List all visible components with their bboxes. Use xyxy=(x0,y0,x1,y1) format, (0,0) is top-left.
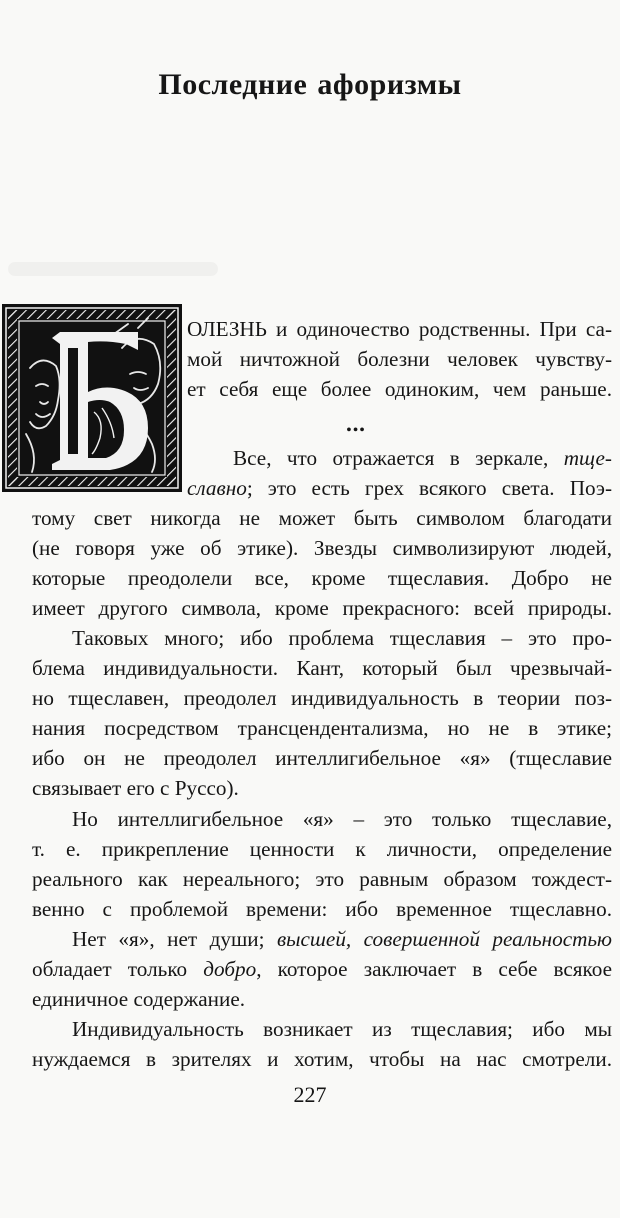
chapter-title xyxy=(0,68,620,102)
text-line xyxy=(187,443,612,473)
text-line: Индивидуальность возникает из тщеславия; ибо мы xyxy=(72,1017,612,1041)
text-run: , которое заключает в себе всякое xyxy=(256,957,612,981)
text-line: мой ничтожной болезни человек чувству- xyxy=(187,347,612,371)
text-run: Нет «я», нет души; xyxy=(72,927,277,951)
scan-smudge xyxy=(8,262,218,276)
text-line xyxy=(187,473,612,503)
text-line xyxy=(32,924,612,954)
italic-text: славно xyxy=(187,476,247,500)
text-line: которые преодолели все, кроме тщеславия. Добро не xyxy=(32,566,612,590)
chapter-title-word-2: афоризмы xyxy=(317,68,462,101)
text-line: т. е. прикрепление ценности к личности, определение xyxy=(32,837,612,861)
italic-text: высшей, совершенной реальностью xyxy=(276,927,612,951)
text-line: блема индивидуальности. Кант, который был чрезвычай- xyxy=(32,656,612,680)
text-line: нуждаемся в зрителях и хотим, чтобы на нас смотрели. xyxy=(32,1047,612,1071)
text-line: ОЛЕЗНЬ и одиночество родственны. При са- xyxy=(187,317,612,341)
section-separator: ••• xyxy=(346,422,366,439)
text-line: Но интеллигибельное «я» – это только тщеславие, xyxy=(72,807,612,831)
text-line: реального как нереального; это равным образом тождест- xyxy=(32,867,612,891)
page-number: 227 xyxy=(293,1082,327,1107)
text-line: (не говоря уже об этике). Звезды символизируют людей, xyxy=(32,536,612,560)
italic-text: добро xyxy=(203,957,257,981)
text-line xyxy=(32,954,612,984)
text-line: имеет другого символа, кроме прекрасного: всей природы. xyxy=(32,596,612,620)
decorative-initial xyxy=(2,304,182,492)
text-run: ; это есть грех всякого света. Поэ- xyxy=(246,476,612,500)
text-run: Все, что отражается в зеркале, xyxy=(233,446,564,470)
chapter-title-word-1: Последние xyxy=(158,68,308,101)
text-line: нания посредством трансцендентализма, но не в этике; xyxy=(32,716,612,740)
text-line: тому свет никогда не может быть символом благодати xyxy=(32,506,612,530)
text-run: обладает только xyxy=(32,957,204,981)
text-line: единичное содержание. xyxy=(32,987,246,1011)
text-line: ет себя еще более одиноким, чем раньше. xyxy=(187,377,612,401)
text-line: но тщеславен, преодолел индивидуальность в теории поз- xyxy=(32,686,612,710)
italic-text: тще- xyxy=(563,446,612,470)
text-line: ибо он не преодолел интеллигибельное «я» (тщеславие xyxy=(32,746,612,770)
text-line: Таковых много; ибо проблема тщеславия – это про- xyxy=(72,626,612,650)
text-line: связывает его с Руссо). xyxy=(32,776,239,800)
text-line: венно с проблемой времени: ибо временное тщеславно. xyxy=(32,897,612,921)
